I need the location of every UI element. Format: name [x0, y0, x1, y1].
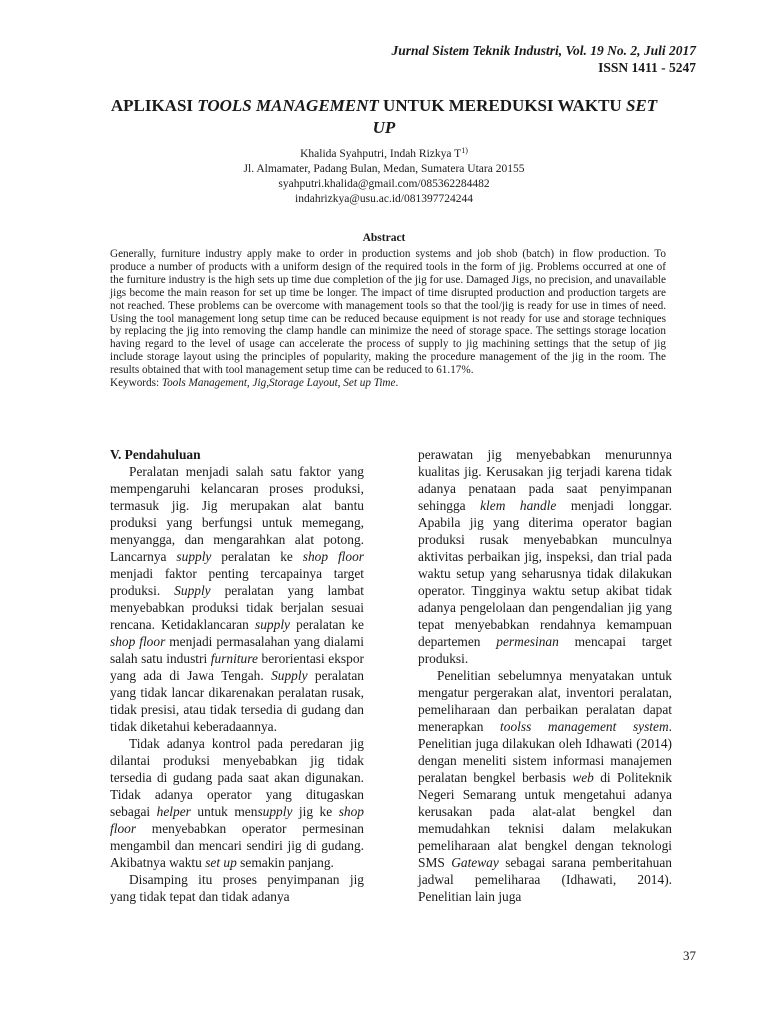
- title-part-3: UNTUK MEREDUKSI WAKTU: [378, 96, 626, 115]
- italic-term: furniture: [210, 651, 258, 666]
- left-paragraph-2: Tidak adanya kontrol pada peredaran jig dilantai produksi menyebabkan jig tidak tersedia di gudang pada saat akan digunakan. Tidak adanya operator yang ditugaskan sebagai helper untuk mensupply jig ke shop floor menyebabkan operator permesinan mengambil dan mencari sendiri jig di gudang. Akibatnya waktu set up semakin panjang.: [110, 736, 364, 870]
- author-names: Khalida Syahputri, Indah Rizkya T: [300, 148, 462, 160]
- italic-term: klem handle: [480, 498, 557, 513]
- section-heading: V. Pendahuluan: [110, 447, 201, 462]
- italic-term: permesinan: [496, 634, 559, 649]
- keywords-end: .: [395, 377, 399, 390]
- italic-term: Supply: [174, 583, 211, 598]
- italic-term: shop floor: [110, 634, 166, 649]
- left-paragraph-1: Peralatan menjadi salah satu faktor yang mempengaruhi kelancaran proses produksi, termasuk jig. Jig merupakan alat bantu produksi yang berfungsi untuk memegang, menyangga, dan mengarahkan alat potong. Lancarnya supply peralatan ke shop floor menjadi faktor penting tercapainya target produksi. Supply peralatan yang lambat menyebabkan produksi tidak berjalan sesuai rencana. Ketidaklancaran supply peralatan ke shop floor menjadi permasalahan yang dialami salah satu industri furniture berorientasi ekspor yang ada di Jawa Tengah. Supply peralatan yang tidak lancar dikarenakan peralatan rusak, tidak presisi, atau tidak tersedia di gudang dan tidak diketahui keberadaannya.: [110, 464, 365, 734]
- italic-term: Supply: [271, 668, 308, 683]
- italic-term: shop floor: [110, 804, 364, 836]
- abstract-heading: Abstract: [362, 232, 406, 244]
- journal-header: [392, 42, 696, 76]
- keywords-label: Keywords:: [110, 377, 162, 390]
- italic-term: web: [572, 770, 594, 785]
- keywords-line: [110, 377, 666, 390]
- keywords-list: Tools Management, Jig,Storage Layout, Set up Time: [161, 377, 396, 390]
- italic-term: supply: [257, 804, 293, 819]
- italic-term: toolss management system: [500, 719, 669, 734]
- abstract-text: Generally, furniture industry apply make to order in production systems and job shob (batch) in flow production. To produce a number of products with a uniform design of the required tools in the form of jig. Problems occurred at one of the furniture industry is the high sets up time due completion of the jig for use. Damaged Jigs, no precision, and unavailable jigs become the main reason for set up time be longer. The impact of time disrupted production and production targets are not reached. These problems can be overcome with management tools so that the tool/jig is ready for use in times of need. Using the tool management long setup time can be reduced because equipment is not ready for use and storage techniques by replacing the jig into removing the clamp handle can minimize the need of storage space. The settings storage location having regard to the level of usage can accelerate the process of supply to jig machining settings that the setup of jig include storage layout using the principles of popularity, making the procedure management of the jig in the room. The results obtained that with tool management setup time can be reduced to 61.17%.: [110, 248, 666, 377]
- paper-title: [100, 95, 668, 139]
- left-column: [110, 446, 364, 905]
- journal-citation: Jurnal Sistem Teknik Industri, Vol. 19 No. 2, Juli 2017: [391, 43, 696, 58]
- title-part-2: TOOLS MANAGEMENT: [197, 96, 379, 115]
- italic-term: supply: [255, 617, 290, 632]
- author-block: [100, 147, 668, 207]
- right-paragraph-1: perawatan jig menyebabkan menurunnya kualitas jig. Kerusakan jig terjadi karena tidak adanya penataan pada saat penyimpanan sehingga klem handle menjadi longgar. Apabila jig yang diterima operator bagian produksi rusak menyebabkan munculnya aktivitas perbaikan jig, inspeksi, dan trial pada waktu setup yang seharusnya tidak dilakukan operator. Tingginya waktu setup akibat tidak adanya pengelolaan dan pengendalian jig yang tepat menyebabkan rendahnya kemampuan departemen permesinan mencapai target produksi.: [418, 447, 672, 666]
- title-part-1: APLIKASI: [110, 96, 198, 115]
- right-column: [418, 446, 672, 905]
- issn: ISSN 1411 - 5247: [598, 60, 696, 75]
- italic-term: helper: [156, 804, 191, 819]
- left-paragraph-3: Disamping itu proses penyimpanan jig yang tidak tepat dan tidak adanya: [110, 872, 364, 904]
- italic-term: set up: [205, 855, 237, 870]
- affiliation-mark: 1): [461, 146, 468, 155]
- right-paragraph-2: Penelitian sebelumnya menyatakan untuk mengatur pergerakan alat, inventori peralatan, pemeliharaan dan perbaikan peralatan dapat menerapkan toolss management system. Penelitian juga dilakukan oleh Idhawati (2014) dengan meneliti sistem informasi manajemen peralatan bengkel berbasis web di Politeknik Negeri Semarang untuk mengetahui adanya kerusakan pada alat-alat bengkel dan memudahkan teknisi dalam melakukan pemeliharaan alat bengkel dengan teknologi SMS Gateway sebagai sarana pemberitahuan jadwal pemeliharaa (Idhawati, 2014). Penelitian lain juga: [418, 668, 673, 904]
- title-part-4: SET UP: [372, 96, 658, 137]
- author-contact-2: indahrizkya@usu.ac.id/081397724244: [295, 193, 473, 205]
- abstract: [110, 248, 666, 390]
- italic-term: shop floor: [302, 549, 364, 564]
- author-names-line: [100, 147, 668, 162]
- author-contact-1: syahputri.khalida@gmail.com/085362284482: [278, 178, 490, 190]
- italic-term: supply: [176, 549, 212, 564]
- author-address: Jl. Almamater, Padang Bulan, Medan, Sumatera Utara 20155: [243, 163, 525, 175]
- page-number: 37: [683, 948, 696, 963]
- italic-term: Gateway: [451, 855, 499, 870]
